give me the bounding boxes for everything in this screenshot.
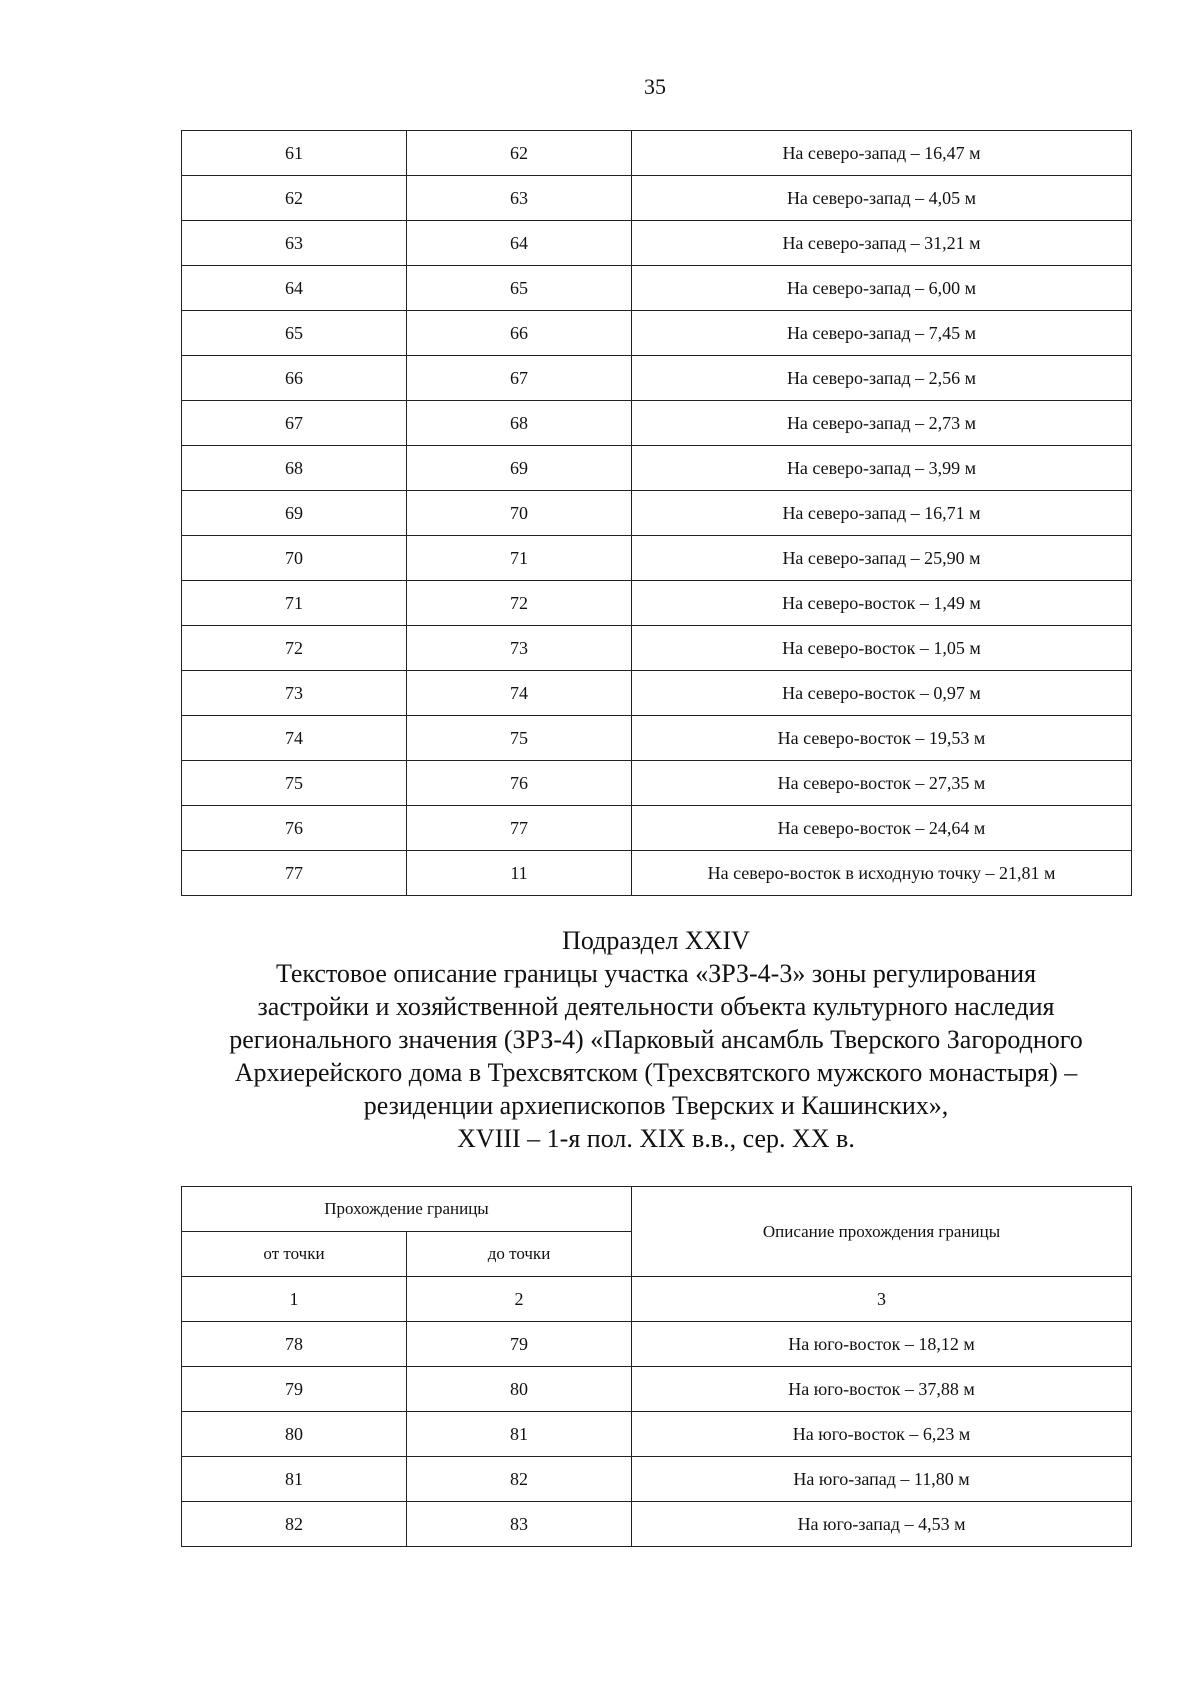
section-heading-line: Архиерейского дома в Трехсвятском (Трехсвятского мужского монастыря) – — [234, 1058, 1078, 1087]
section-heading-line: резиденции архиепископов Тверских и Кашинских», — [363, 1091, 949, 1120]
to-point-cell: 65 — [407, 266, 632, 311]
section-heading-line: Подраздел XXIV — [562, 926, 750, 955]
from-point-cell: 70 — [182, 536, 407, 581]
to-point-cell: 67 — [407, 356, 632, 401]
table-row — [182, 851, 1132, 896]
from-point-cell: 75 — [182, 761, 407, 806]
to-point-cell: 71 — [407, 536, 632, 581]
section-heading-line: регионального значения (ЗРЗ-4) «Парковый ансамбль Тверского Загородного — [229, 1025, 1083, 1054]
from-point-cell: 72 — [182, 626, 407, 671]
table-row — [182, 491, 1132, 536]
header-to-point: до точки — [407, 1232, 632, 1277]
boundary-table-top — [181, 130, 1132, 896]
section-heading-line: застройки и хозяйственной деятельности объекта культурного наследия — [257, 992, 1055, 1021]
table-row — [182, 401, 1132, 446]
to-point-cell: 75 — [407, 716, 632, 761]
description-cell: На северо-восток – 1,49 м — [632, 581, 1132, 626]
column-number: 1 — [182, 1277, 407, 1322]
description-cell: На юго-восток – 37,88 м — [632, 1367, 1132, 1412]
description-cell: На юго-восток – 6,23 м — [632, 1412, 1132, 1457]
column-number-row — [182, 1277, 1132, 1322]
header-from-point: от точки — [182, 1232, 407, 1277]
from-point-cell: 81 — [182, 1457, 407, 1502]
to-point-cell: 73 — [407, 626, 632, 671]
description-cell: На северо-запад – 16,71 м — [632, 491, 1132, 536]
table-row — [182, 1367, 1132, 1412]
to-point-cell: 66 — [407, 311, 632, 356]
table-row — [182, 176, 1132, 221]
description-cell: На северо-запад – 25,90 м — [632, 536, 1132, 581]
description-cell: На северо-восток – 27,35 м — [632, 761, 1132, 806]
to-point-cell: 62 — [407, 131, 632, 176]
description-cell: На северо-запад – 2,73 м — [632, 401, 1132, 446]
table-row — [182, 266, 1132, 311]
description-cell: На северо-запад – 4,05 м — [632, 176, 1132, 221]
from-point-cell: 62 — [182, 176, 407, 221]
to-point-cell: 81 — [407, 1412, 632, 1457]
from-point-cell: 79 — [182, 1367, 407, 1412]
table-row — [182, 356, 1132, 401]
table-row — [182, 446, 1132, 491]
header-boundary-passage: Прохождение границы — [182, 1187, 632, 1232]
to-point-cell: 70 — [407, 491, 632, 536]
header-description: Описание прохождения границы — [632, 1187, 1132, 1277]
description-cell: На северо-запад – 3,99 м — [632, 446, 1132, 491]
table-row — [182, 221, 1132, 266]
from-point-cell: 73 — [182, 671, 407, 716]
table-row — [182, 716, 1132, 761]
table-row — [182, 626, 1132, 671]
boundary-table-bottom — [181, 1186, 1132, 1547]
table-row — [182, 311, 1132, 356]
description-cell: На северо-запад – 2,56 м — [632, 356, 1132, 401]
from-point-cell: 76 — [182, 806, 407, 851]
to-point-cell: 72 — [407, 581, 632, 626]
to-point-cell: 83 — [407, 1502, 632, 1547]
table-row — [182, 581, 1132, 626]
table-row — [182, 671, 1132, 716]
table-row — [182, 1322, 1132, 1367]
from-point-cell: 68 — [182, 446, 407, 491]
from-point-cell: 63 — [182, 221, 407, 266]
table-row — [182, 131, 1132, 176]
from-point-cell: 80 — [182, 1412, 407, 1457]
to-point-cell: 69 — [407, 446, 632, 491]
to-point-cell: 74 — [407, 671, 632, 716]
from-point-cell: 74 — [182, 716, 407, 761]
description-cell: На северо-восток – 19,53 м — [632, 716, 1132, 761]
to-point-cell: 11 — [407, 851, 632, 896]
description-cell: На юго-запад – 11,80 м — [632, 1457, 1132, 1502]
section-heading-line: XVIII – 1-я пол. XIX в.в., сер. XX в. — [457, 1124, 855, 1153]
page-number: 35 — [644, 74, 666, 99]
description-cell: На северо-восток в исходную точку – 21,81 м — [632, 851, 1132, 896]
from-point-cell: 66 — [182, 356, 407, 401]
description-cell: На северо-запад – 16,47 м — [632, 131, 1132, 176]
table-header-row — [182, 1187, 1132, 1232]
to-point-cell: 76 — [407, 761, 632, 806]
from-point-cell: 78 — [182, 1322, 407, 1367]
to-point-cell: 82 — [407, 1457, 632, 1502]
description-cell: На юго-восток – 18,12 м — [632, 1322, 1132, 1367]
description-cell: На северо-запад – 7,45 м — [632, 311, 1132, 356]
description-cell: На северо-восток – 1,05 м — [632, 626, 1132, 671]
from-point-cell: 64 — [182, 266, 407, 311]
table-row — [182, 761, 1132, 806]
table-row — [182, 1457, 1132, 1502]
to-point-cell: 77 — [407, 806, 632, 851]
from-point-cell: 69 — [182, 491, 407, 536]
from-point-cell: 71 — [182, 581, 407, 626]
to-point-cell: 80 — [407, 1367, 632, 1412]
from-point-cell: 77 — [182, 851, 407, 896]
to-point-cell: 79 — [407, 1322, 632, 1367]
to-point-cell: 64 — [407, 221, 632, 266]
to-point-cell: 68 — [407, 401, 632, 446]
from-point-cell: 65 — [182, 311, 407, 356]
column-number: 3 — [632, 1277, 1132, 1322]
description-cell: На северо-запад – 31,21 м — [632, 221, 1132, 266]
section-heading-line: Текстовое описание границы участка «ЗРЗ-4-3» зоны регулирования — [275, 959, 1037, 988]
table-row — [182, 806, 1132, 851]
description-cell: На юго-запад – 4,53 м — [632, 1502, 1132, 1547]
from-point-cell: 82 — [182, 1502, 407, 1547]
column-number: 2 — [407, 1277, 632, 1322]
description-cell: На северо-восток – 24,64 м — [632, 806, 1132, 851]
table-row — [182, 536, 1132, 581]
description-cell: На северо-запад – 6,00 м — [632, 266, 1132, 311]
to-point-cell: 63 — [407, 176, 632, 221]
section-heading — [150, 924, 1162, 1155]
table-row — [182, 1412, 1132, 1457]
table-row — [182, 1502, 1132, 1547]
description-cell: На северо-восток – 0,97 м — [632, 671, 1132, 716]
from-point-cell: 67 — [182, 401, 407, 446]
from-point-cell: 61 — [182, 131, 407, 176]
